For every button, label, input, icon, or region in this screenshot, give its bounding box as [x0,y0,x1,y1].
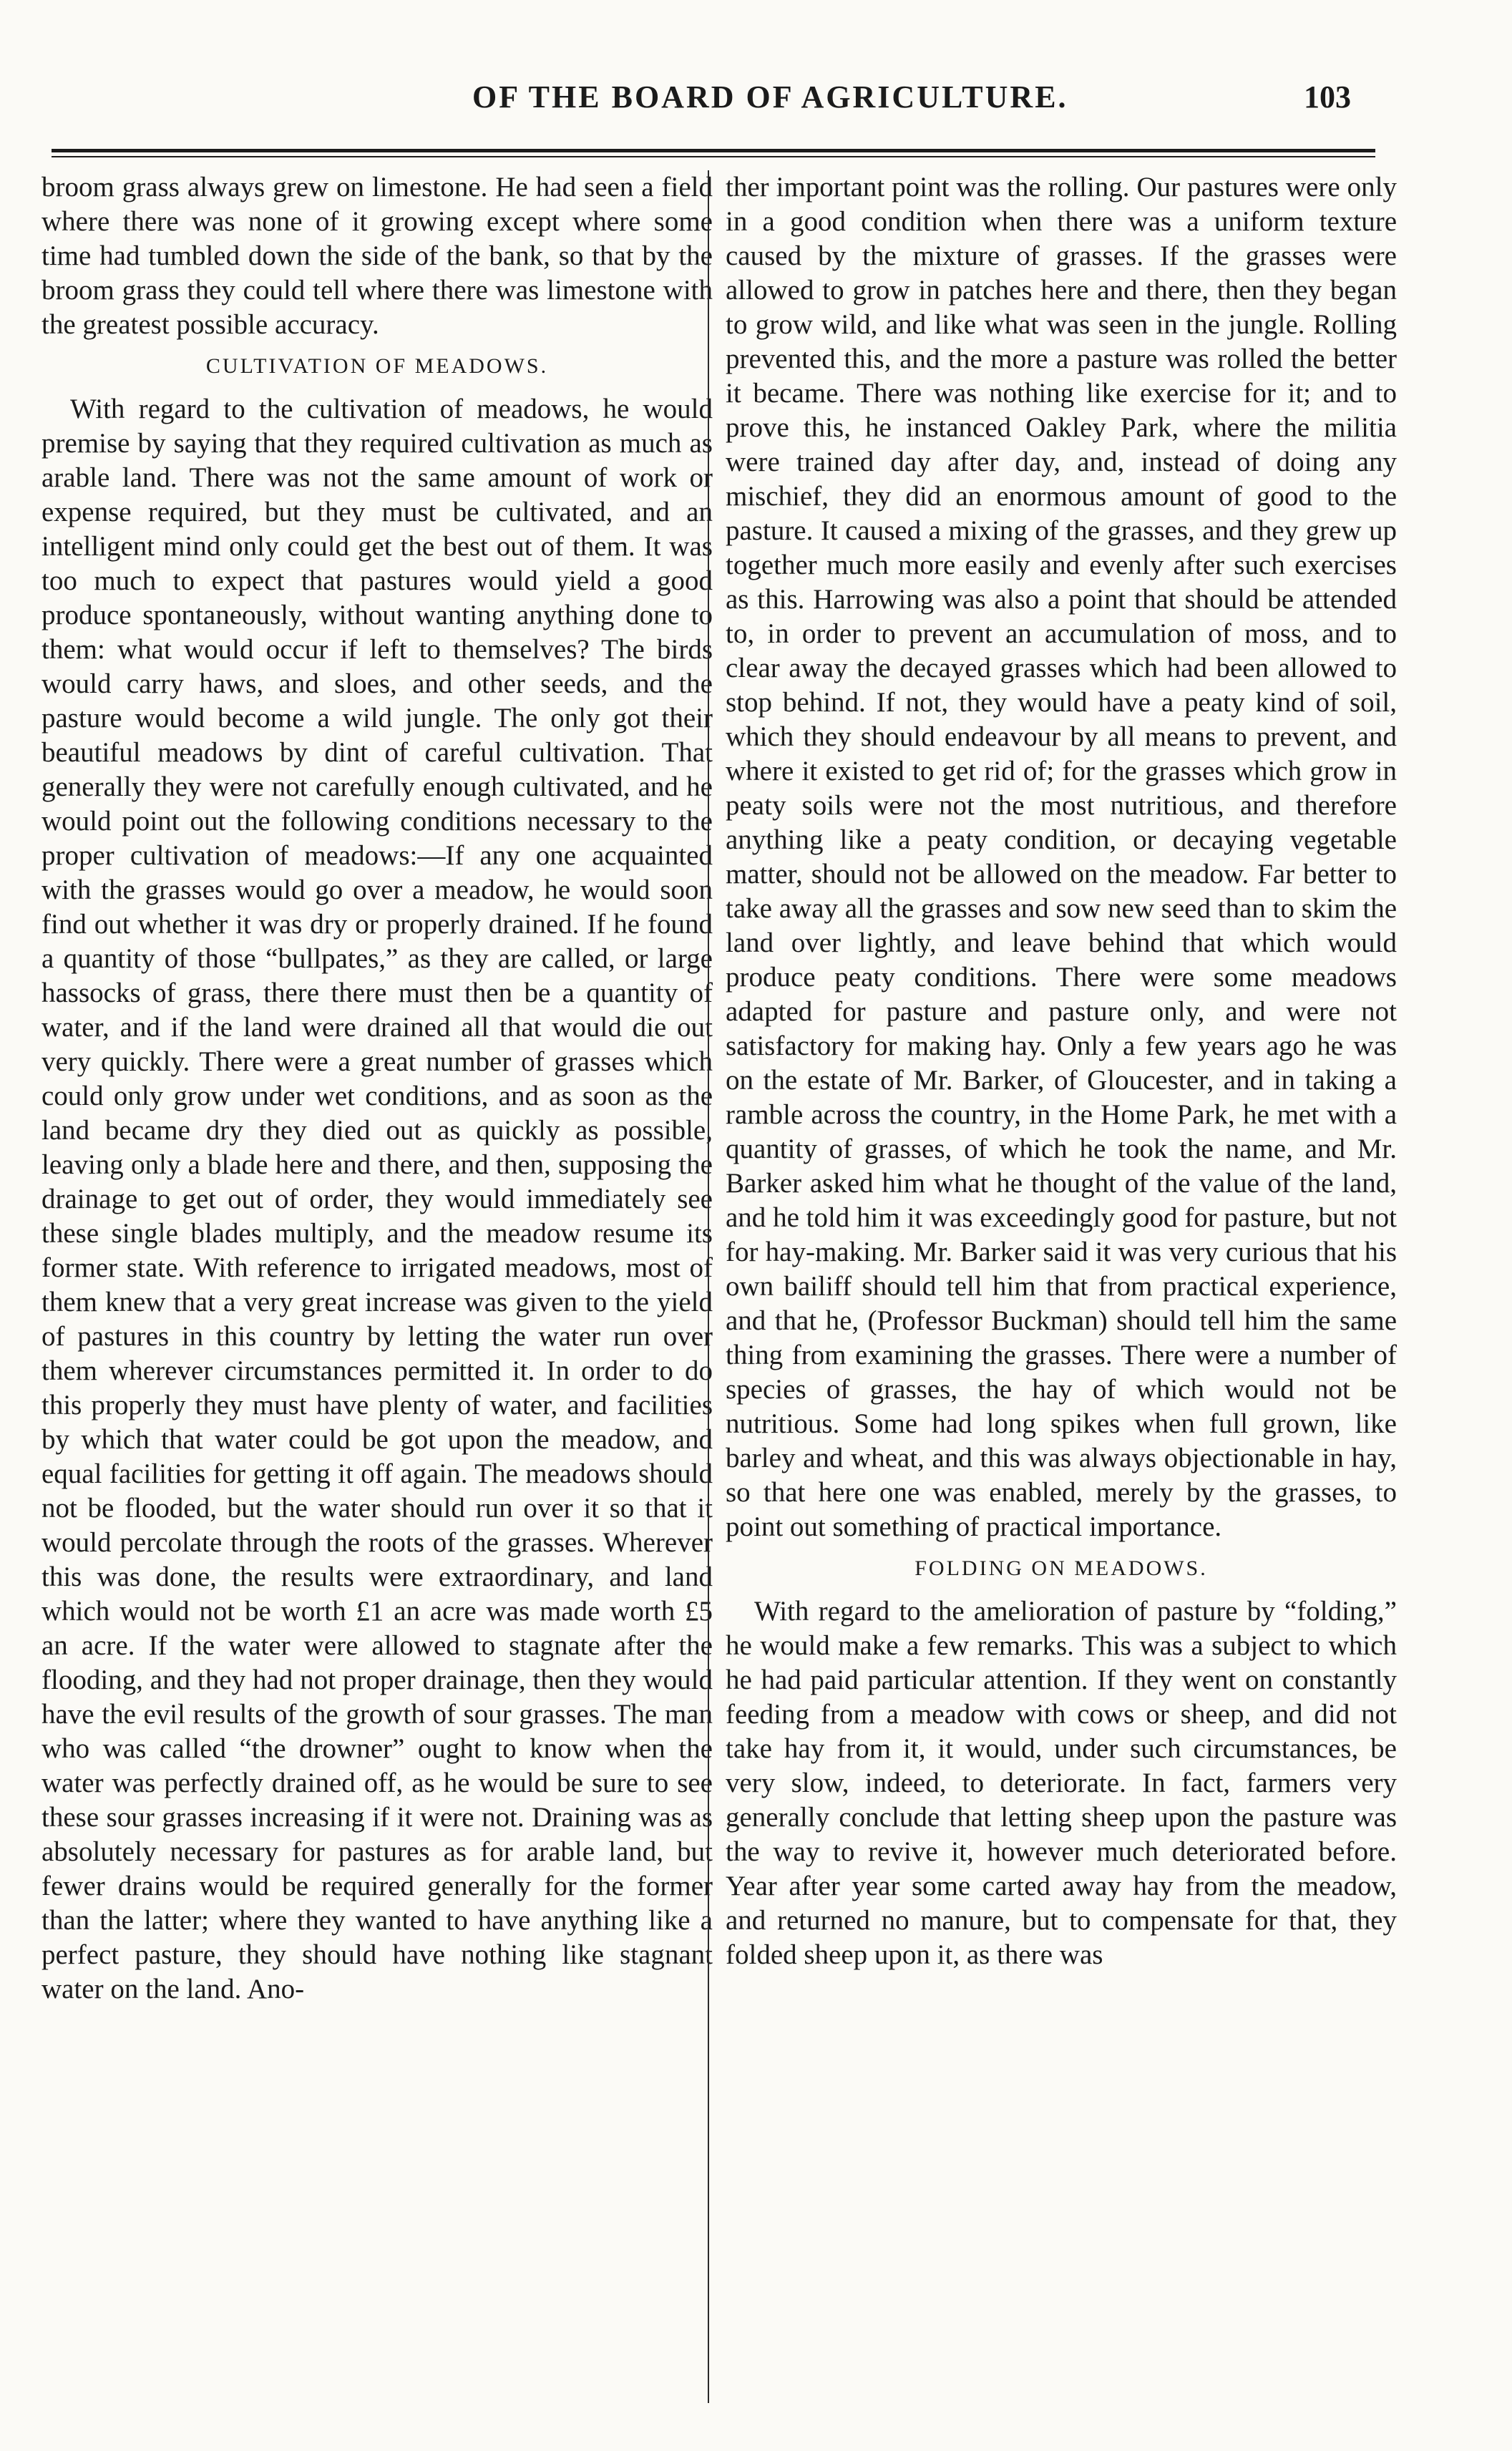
running-title: OF THE BOARD OF AGRICULTURE. [472,79,1068,114]
column-divider [708,170,709,2403]
right-column [726,170,1397,1972]
header-rule [52,149,1375,157]
paragraph-folding: With regard to the amelioration of pasture by “folding,” he would make a few remarks. This was a subject to which he had paid particular attention. If they went on constantly feeding from a meadow with cows or sheep, and did not take hay from it, it would, under such circumstances, be very slow, indeed, to deteriorate. In fact, farmers very generally conclude that letting sheep upon the pasture was the way to revive it, however much deteriorated before. Year after year some carted away hay from the meadow, and returned no manure, but to compensate for that, they folded sheep upon it, as there was [726,1596,1397,1970]
paragraph-intro: broom grass always grew on limestone. He had seen a field where there was none of it growing except where some time had tumbled down the side of the bank, so that by the broom grass they could tell where there was limestone with the greatest possible accuracy. [42,172,713,340]
heading-cultivation-of-meadows: CULTIVATION OF MEADOWS. [205,354,549,378]
running-header [0,79,1512,136]
heading-folding-on-meadows: FOLDING ON MEADOWS. [914,1556,1208,1580]
page-number: 103 [1304,79,1351,114]
paragraph-cultivation: With regard to the cultivation of meadows, he would premise by saying that they required cultivation as much as arable land. There was not the same amount of work or expense required, but they must be cultivated, and an intelligent mind only could get the best out of them. It was too much to expect that pastures would yield a good produce spontaneously, without wanting anything done to them: what would occur if left to themselves? The birds would carry haws, and sloes, and other seeds, and the pasture would become a wild jungle. The only got their beautiful meadows by dint of careful cultivation. That generally they were not carefully enough cultivated, and he would point out the following conditions necessary to the proper cultivation of meadows:—If any one acquainted with the grasses would go over a meadow, he would soon find out whether it was dry or properly drained. If he found a quantity of those “bullpates,” as they are called, or large hassocks of grass, there there must then be a quantity of water, and if the land were drained all that would die out very quickly. There were a great number of grasses which could only grow under wet conditions, and as soon as the land became dry they died out as quickly as possible, leaving only a blade here and there, and then, supposing the drainage to get out of order, they would immediately see these single blades multiply, and the meadow resume its former state. With reference to irrigated meadows, most of them knew that a very great increase was given to the yield of pastures in this country by letting the water run over them wherever circumstances permitted it. In order to do this properly they must have plenty of water, and facilities by which that water could be got upon the meadow, and equal facilities for getting it off again. The meadows should not be flooded, but the water should run over it so that it would percolate through the roots of the grasses. Wherever this was done, the results were extraordinary, and land which would not be worth £1 an acre was made worth £5 an acre. If the water were allowed to stagnate after the flooding, and they had not proper drainage, then they would have the evil results of the growth of sour grasses. The man who was called “the drowner” ought to know when the water was perfectly drained off, as he would be sure to see these sour grasses increasing if it were not. Draining was as absolutely necessary for pastures as for arable land, but fewer drains would be required generally for the former than the latter; where they wanted to have anything like a perfect pasture, they should have nothing like stagnant water on the land. Ano- [42,394,713,2004]
left-column [42,170,713,2007]
paragraph-rolling: ther important point was the rolling. Our pastures were only in a good condition when there was a uniform texture caused by the mixture of grasses. If the grasses were allowed to grow in patches here and there, then they began to grow wild, and like what was seen in the jungle. Rolling prevented this, and the more a pasture was rolled the better it became. There was nothing like exercise for it; and to prove this, he instanced Oakley Park, where the militia were trained day after day, and, instead of doing any mischief, they did an enormous amount of good to the pasture. It caused a mixing of the grasses, and they grew up together much more easily and evenly after such exercises as this. Harrowing was also a point that should be attended to, in order to prevent an accumulation of moss, and to clear away the decayed grasses which had been allowed to stop behind. If not, they would have a peaty kind of soil, which they should endeavour by all means to prevent, and where it existed to get rid of; for the grasses which grow in peaty soils were not the most nutritious, and therefore anything like a peaty condition, or decaying vegetable matter, should not be allowed on the meadow. Far better to take away all the grasses and sow new seed than to skim the land over lightly, and leave behind that which would produce peaty conditions. There were some meadows adapted for pasture and pasture only, and were not satisfactory for making hay. Only a few years ago he was on the estate of Mr. Barker, of Gloucester, and in taking a ramble across the country, in the Home Park, he met with a quantity of grasses, of which he took the name, and Mr. Barker asked him what he thought of the value of the land, and he told him it was exceedingly good for pasture, but not for hay-making. Mr. Barker said it was very curious that his own bailiff should tell him that from practical experience, and that he, (Professor Buckman) should tell him the same thing from examining the grasses. There were a number of species of grasses, the hay of which would not be nutritious. Some had long spikes when full grown, like barley and wheat, and this was always objectionable in hay, so that here one was enabled, merely by the grasses, to point out something of practical importance. [726,172,1397,1542]
